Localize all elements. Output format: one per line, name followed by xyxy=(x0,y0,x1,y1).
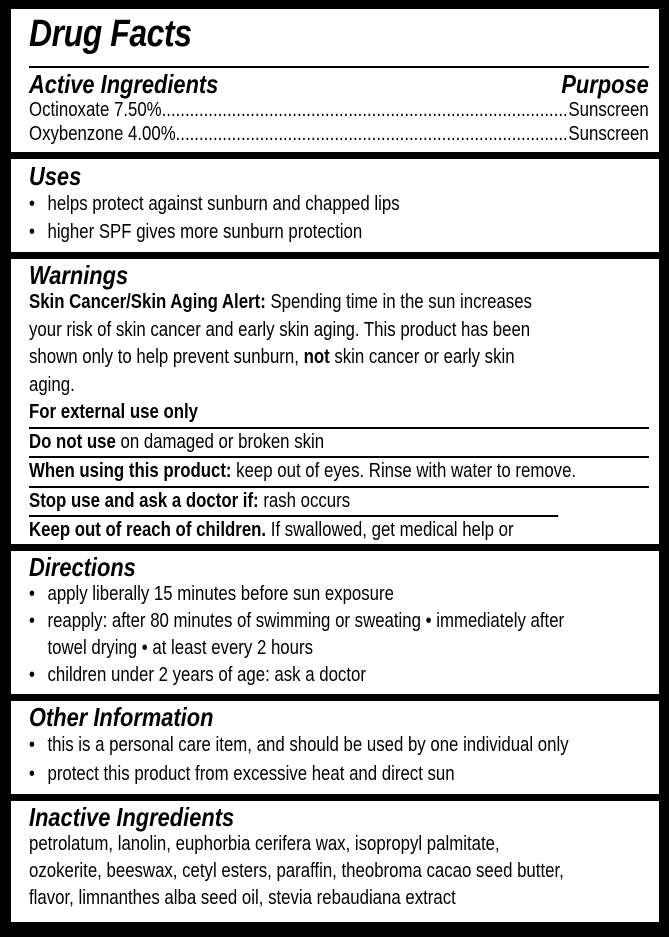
ingredient-purpose: Sunscreen xyxy=(568,123,649,145)
purpose-heading: Purpose xyxy=(561,69,649,99)
keep-out-of-reach-warning: Keep out of reach of children. If swallowed, get medical help or xyxy=(29,515,558,544)
page-title: Drug Facts xyxy=(29,13,192,55)
inactive-ingredients-heading: Inactive Ingredients xyxy=(29,802,235,832)
bullet-icon: • xyxy=(29,221,35,243)
list-item: • protect this product from excessive heat and direct sun xyxy=(29,760,649,789)
active-ingredients-header xyxy=(29,68,649,98)
inactive-ingredients-text: petrolatum, lanolin, euphorbia cerifera wax, isopropyl palmitate, ozokerite, beeswax, cetyl esters, paraffin, theobroma cacao seed butter, flavor, limnanthes alba seed oil, stevia rebaudiana extract xyxy=(29,833,564,909)
do-not-use-warning: Do not use on damaged or broken skin xyxy=(29,427,649,457)
bullet-icon: • xyxy=(29,763,35,785)
active-ingredients-panel xyxy=(11,9,659,152)
leader-dots xyxy=(176,122,569,146)
ingredient-name: Oxybenzone 4.00% xyxy=(29,123,176,145)
uses-heading: Uses xyxy=(29,161,82,191)
other-information-panel xyxy=(11,701,659,794)
external-use-warning: For external use only xyxy=(29,401,198,423)
active-ingredients-heading: Active Ingredients xyxy=(29,69,219,99)
directions-heading: Directions xyxy=(29,552,136,582)
bullet-icon: • xyxy=(425,610,432,632)
uses-panel xyxy=(11,159,659,252)
leader-dots xyxy=(162,98,569,122)
list-item: • higher SPF gives more sunburn protection xyxy=(29,218,649,246)
bullet-icon: • xyxy=(29,734,35,756)
skin-cancer-alert: Skin Cancer/Skin Aging Alert: Spending time in the sun increases your risk of skin cancer and early skin aging. This product has been shown only to help prevent sunburn, not skin cancer or early skin aging. xyxy=(29,291,532,396)
other-information-heading: Other Information xyxy=(29,702,214,732)
ingredient-row xyxy=(29,122,649,146)
ingredient-purpose: Sunscreen xyxy=(568,99,649,121)
warnings-panel xyxy=(11,259,659,544)
bullet-icon: • xyxy=(29,610,35,632)
list-item: • children under 2 years of age: ask a doctor xyxy=(29,662,649,689)
inactive-ingredients-panel xyxy=(11,801,659,922)
bullet-icon: • xyxy=(29,193,35,215)
list-item: • apply liberally 15 minutes before sun exposure xyxy=(29,581,649,608)
ingredient-row xyxy=(29,98,649,122)
stop-use-warning: Stop use and ask a doctor if: rash occurs xyxy=(29,486,649,516)
directions-panel xyxy=(11,551,659,694)
list-item: • reapply: after 80 minutes of swimming or sweating • immediately after towel drying • at least every 2 hours xyxy=(29,610,565,659)
warnings-heading: Warnings xyxy=(29,260,129,290)
when-using-warning: When using this product: keep out of eyes. Rinse with water to remove. xyxy=(29,456,649,486)
bullet-icon: • xyxy=(141,637,148,659)
bullet-icon: • xyxy=(29,583,35,605)
ingredient-name: Octinoxate 7.50% xyxy=(29,99,162,121)
bullet-icon: • xyxy=(29,664,35,686)
list-item: • helps protect against sunburn and chapped lips xyxy=(29,190,649,218)
list-item: • this is a personal care item, and should be used by one individual only xyxy=(29,731,649,760)
